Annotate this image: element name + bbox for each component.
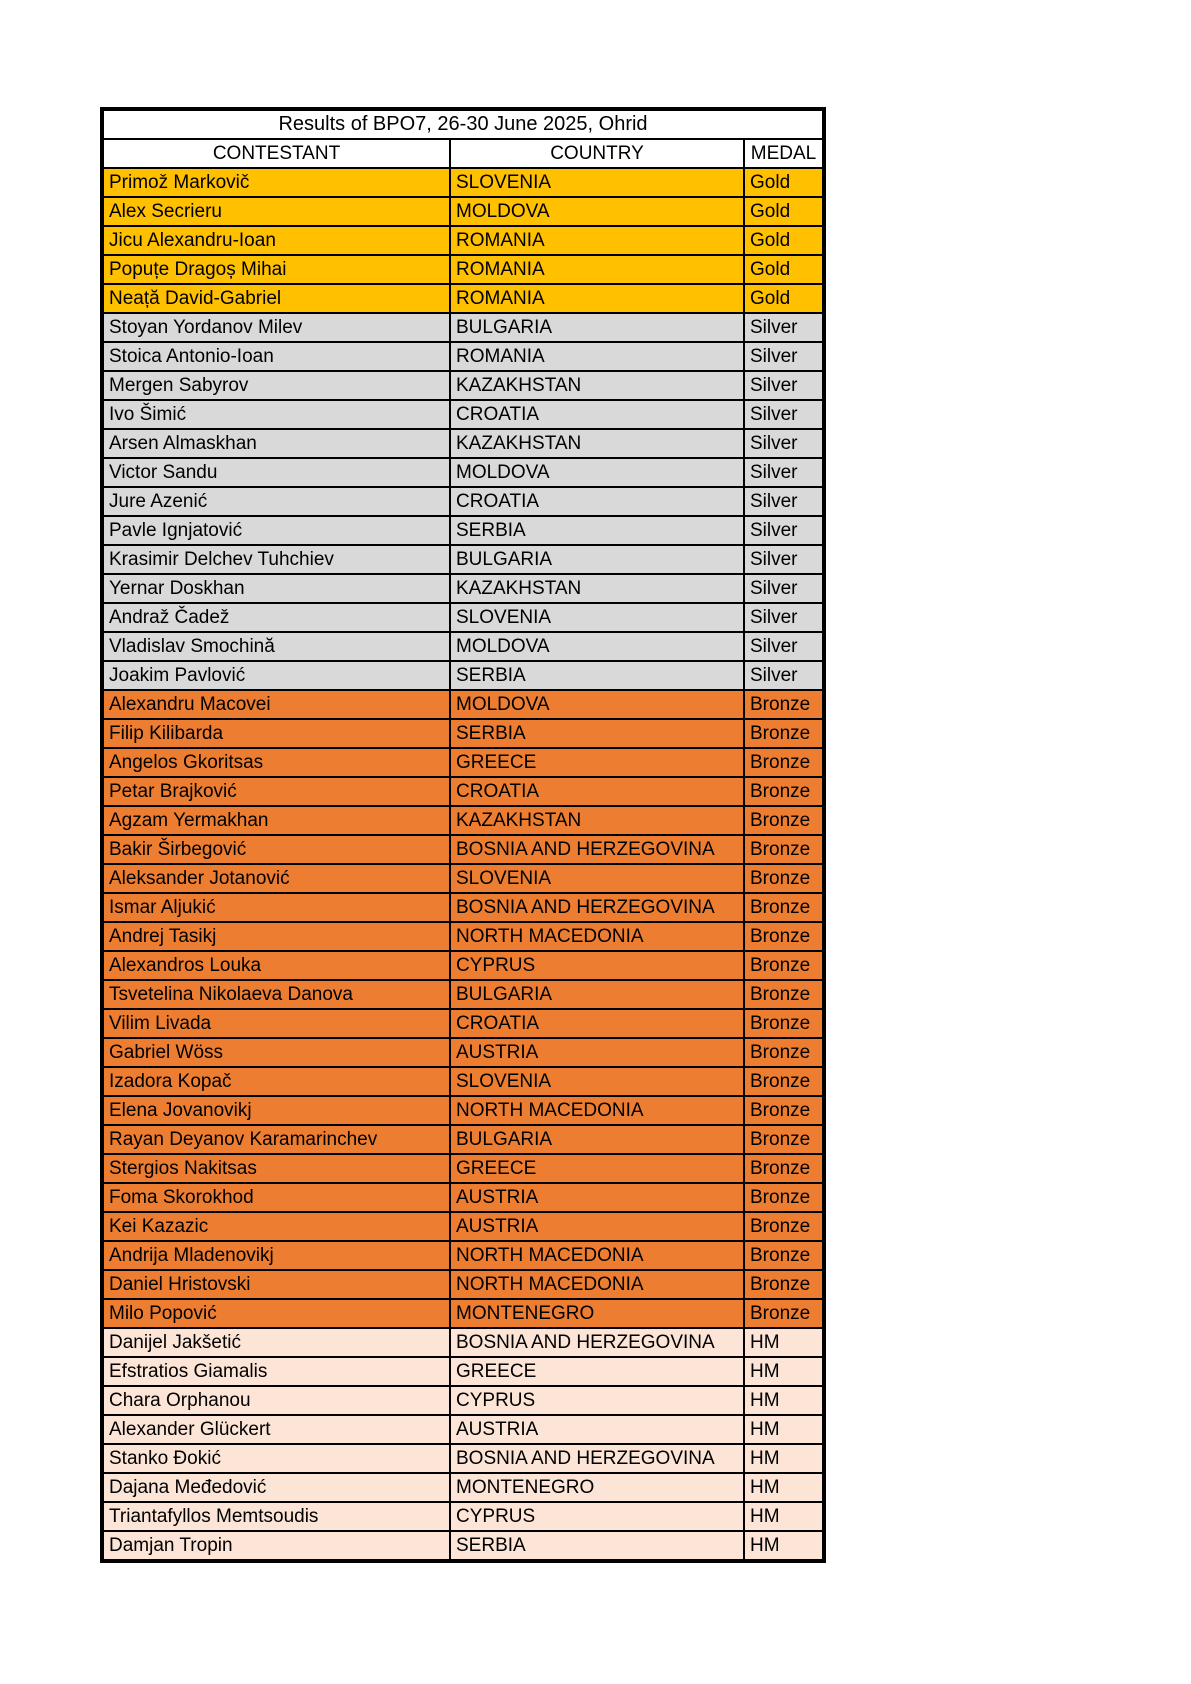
table-row — [102, 1096, 824, 1125]
cell-country: ROMANIA — [450, 226, 744, 255]
cell-medal: Bronze — [744, 1183, 824, 1212]
cell-country: GREECE — [450, 748, 744, 777]
table-row — [102, 1415, 824, 1444]
cell-country: CYPRUS — [450, 1386, 744, 1415]
cell-country: SLOVENIA — [450, 603, 744, 632]
table-row — [102, 835, 824, 864]
cell-country: MOLDOVA — [450, 197, 744, 226]
table-row — [102, 1125, 824, 1154]
table-row — [102, 400, 824, 429]
cell-contestant: Jicu Alexandru-Ioan — [102, 226, 450, 255]
cell-contestant: Andrej Tasikj — [102, 922, 450, 951]
cell-contestant: Arsen Almaskhan — [102, 429, 450, 458]
table-row — [102, 1473, 824, 1502]
cell-country: SLOVENIA — [450, 168, 744, 197]
cell-medal: Silver — [744, 487, 824, 516]
cell-contestant: Yernar Doskhan — [102, 574, 450, 603]
table-row — [102, 632, 824, 661]
cell-contestant: Mergen Sabyrov — [102, 371, 450, 400]
cell-contestant: Agzam Yermakhan — [102, 806, 450, 835]
cell-medal: Gold — [744, 255, 824, 284]
cell-country: CROATIA — [450, 400, 744, 429]
cell-contestant: Daniel Hristovski — [102, 1270, 450, 1299]
cell-medal: Silver — [744, 342, 824, 371]
cell-contestant: Krasimir Delchev Tuhchiev — [102, 545, 450, 574]
cell-country: KAZAKHSTAN — [450, 429, 744, 458]
cell-medal: Silver — [744, 400, 824, 429]
cell-medal: Silver — [744, 661, 824, 690]
cell-contestant: Triantafyllos Memtsoudis — [102, 1502, 450, 1531]
cell-country: BULGARIA — [450, 313, 744, 342]
cell-medal: Bronze — [744, 1241, 824, 1270]
cell-country: AUSTRIA — [450, 1183, 744, 1212]
cell-medal: Gold — [744, 168, 824, 197]
table-row — [102, 574, 824, 603]
table-row — [102, 458, 824, 487]
results-table — [100, 107, 826, 1563]
cell-country: AUSTRIA — [450, 1415, 744, 1444]
cell-country: NORTH MACEDONIA — [450, 1270, 744, 1299]
cell-country: BOSNIA AND HERZEGOVINA — [450, 1444, 744, 1473]
cell-contestant: Elena Jovanovikj — [102, 1096, 450, 1125]
cell-contestant: Foma Skorokhod — [102, 1183, 450, 1212]
table-row — [102, 951, 824, 980]
cell-contestant: Jure Azenić — [102, 487, 450, 516]
table-row — [102, 661, 824, 690]
cell-country: MOLDOVA — [450, 458, 744, 487]
cell-contestant: Alexandros Louka — [102, 951, 450, 980]
cell-country: BULGARIA — [450, 1125, 744, 1154]
cell-medal: Silver — [744, 313, 824, 342]
cell-contestant: Primož Markovič — [102, 168, 450, 197]
cell-contestant: Andrija Mladenovikj — [102, 1241, 450, 1270]
table-row — [102, 371, 824, 400]
cell-country: MONTENEGRO — [450, 1299, 744, 1328]
table-row — [102, 487, 824, 516]
table-row — [102, 342, 824, 371]
cell-medal: Bronze — [744, 1096, 824, 1125]
cell-medal: HM — [744, 1386, 824, 1415]
table-row — [102, 255, 824, 284]
table-row — [102, 893, 824, 922]
cell-medal: HM — [744, 1502, 824, 1531]
cell-country: SLOVENIA — [450, 1067, 744, 1096]
table-row — [102, 748, 824, 777]
cell-contestant: Petar Brajković — [102, 777, 450, 806]
column-header-medal: MEDAL — [744, 139, 824, 168]
cell-country: AUSTRIA — [450, 1212, 744, 1241]
cell-contestant: Damjan Tropin — [102, 1531, 450, 1561]
table-row — [102, 226, 824, 255]
cell-contestant: Milo Popović — [102, 1299, 450, 1328]
cell-country: KAZAKHSTAN — [450, 574, 744, 603]
cell-medal: Bronze — [744, 922, 824, 951]
cell-medal: Bronze — [744, 835, 824, 864]
cell-contestant: Alexander Glückert — [102, 1415, 450, 1444]
cell-medal: Bronze — [744, 777, 824, 806]
cell-medal: Bronze — [744, 864, 824, 893]
cell-contestant: Danijel Jakšetić — [102, 1328, 450, 1357]
cell-medal: Bronze — [744, 1154, 824, 1183]
cell-medal: Bronze — [744, 951, 824, 980]
cell-country: BOSNIA AND HERZEGOVINA — [450, 1328, 744, 1357]
cell-medal: Gold — [744, 284, 824, 313]
table-row — [102, 690, 824, 719]
cell-country: MOLDOVA — [450, 690, 744, 719]
table-row — [102, 197, 824, 226]
table-row — [102, 1531, 824, 1561]
table-row — [102, 777, 824, 806]
cell-medal: Silver — [744, 545, 824, 574]
cell-contestant: Pavle Ignjatović — [102, 516, 450, 545]
cell-contestant: Stoyan Yordanov Milev — [102, 313, 450, 342]
table-row — [102, 168, 824, 197]
cell-country: ROMANIA — [450, 284, 744, 313]
table-row — [102, 1386, 824, 1415]
cell-contestant: Stoica Antonio-Ioan — [102, 342, 450, 371]
cell-contestant: Neață David-Gabriel — [102, 284, 450, 313]
cell-contestant: Alex Secrieru — [102, 197, 450, 226]
cell-medal: Silver — [744, 516, 824, 545]
results-sheet — [100, 107, 826, 1563]
cell-contestant: Vilim Livada — [102, 1009, 450, 1038]
cell-medal: HM — [744, 1357, 824, 1386]
table-row — [102, 1009, 824, 1038]
cell-country: CYPRUS — [450, 951, 744, 980]
cell-contestant: Bakir Širbegović — [102, 835, 450, 864]
cell-medal: Bronze — [744, 893, 824, 922]
cell-country: CROATIA — [450, 487, 744, 516]
cell-contestant: Gabriel Wöss — [102, 1038, 450, 1067]
cell-contestant: Izadora Kopač — [102, 1067, 450, 1096]
cell-medal: Bronze — [744, 748, 824, 777]
table-row — [102, 1299, 824, 1328]
cell-medal: Gold — [744, 226, 824, 255]
cell-country: BULGARIA — [450, 545, 744, 574]
cell-country: GREECE — [450, 1154, 744, 1183]
cell-country: BOSNIA AND HERZEGOVINA — [450, 835, 744, 864]
cell-contestant: Vladislav Smochină — [102, 632, 450, 661]
header-row — [102, 139, 824, 168]
cell-country: KAZAKHSTAN — [450, 806, 744, 835]
cell-medal: Bronze — [744, 1009, 824, 1038]
cell-contestant: Dajana Međedović — [102, 1473, 450, 1502]
cell-country: BULGARIA — [450, 980, 744, 1009]
cell-country: SERBIA — [450, 1531, 744, 1561]
cell-medal: HM — [744, 1444, 824, 1473]
cell-country: SERBIA — [450, 516, 744, 545]
title-row — [102, 109, 824, 139]
table-row — [102, 1328, 824, 1357]
cell-contestant: Angelos Gkoritsas — [102, 748, 450, 777]
table-row — [102, 980, 824, 1009]
cell-country: GREECE — [450, 1357, 744, 1386]
cell-medal: Silver — [744, 574, 824, 603]
cell-contestant: Ismar Aljukić — [102, 893, 450, 922]
cell-medal: Bronze — [744, 690, 824, 719]
cell-medal: HM — [744, 1415, 824, 1444]
cell-contestant: Tsvetelina Nikolaeva Danova — [102, 980, 450, 1009]
column-header-country: COUNTRY — [450, 139, 744, 168]
cell-medal: Bronze — [744, 806, 824, 835]
cell-country: NORTH MACEDONIA — [450, 1241, 744, 1270]
cell-country: CROATIA — [450, 777, 744, 806]
table-row — [102, 284, 824, 313]
table-row — [102, 864, 824, 893]
cell-contestant: Andraž Čadež — [102, 603, 450, 632]
cell-medal: Bronze — [744, 1212, 824, 1241]
cell-country: BOSNIA AND HERZEGOVINA — [450, 893, 744, 922]
cell-country: SERBIA — [450, 719, 744, 748]
table-row — [102, 429, 824, 458]
cell-contestant: Filip Kilibarda — [102, 719, 450, 748]
table-row — [102, 719, 824, 748]
cell-medal: HM — [744, 1531, 824, 1561]
table-row — [102, 313, 824, 342]
cell-country: CYPRUS — [450, 1502, 744, 1531]
cell-contestant: Rayan Deyanov Karamarinchev — [102, 1125, 450, 1154]
cell-contestant: Victor Sandu — [102, 458, 450, 487]
cell-country: ROMANIA — [450, 342, 744, 371]
table-row — [102, 1502, 824, 1531]
cell-medal: Bronze — [744, 1125, 824, 1154]
table-row — [102, 1444, 824, 1473]
cell-medal: Gold — [744, 197, 824, 226]
cell-country: NORTH MACEDONIA — [450, 1096, 744, 1125]
cell-medal: Bronze — [744, 1299, 824, 1328]
table-row — [102, 603, 824, 632]
cell-medal: HM — [744, 1473, 824, 1502]
table-row — [102, 1183, 824, 1212]
table-row — [102, 806, 824, 835]
cell-country: NORTH MACEDONIA — [450, 922, 744, 951]
cell-medal: Bronze — [744, 1038, 824, 1067]
cell-medal: Bronze — [744, 980, 824, 1009]
cell-contestant: Stergios Nakitsas — [102, 1154, 450, 1183]
table-row — [102, 1067, 824, 1096]
cell-contestant: Joakim Pavlović — [102, 661, 450, 690]
table-row — [102, 516, 824, 545]
cell-medal: Bronze — [744, 1270, 824, 1299]
cell-contestant: Alexandru Macovei — [102, 690, 450, 719]
table-row — [102, 1357, 824, 1386]
cell-contestant: Stanko Đokić — [102, 1444, 450, 1473]
results-body — [102, 168, 824, 1561]
cell-medal: Silver — [744, 429, 824, 458]
table-row — [102, 1241, 824, 1270]
cell-contestant: Chara Orphanou — [102, 1386, 450, 1415]
page-title: Results of BPO7, 26-30 June 2025, Ohrid — [102, 109, 824, 139]
cell-country: AUSTRIA — [450, 1038, 744, 1067]
cell-medal: Silver — [744, 371, 824, 400]
table-row — [102, 922, 824, 951]
cell-medal: Bronze — [744, 1067, 824, 1096]
cell-contestant: Popuțe Dragoș Mihai — [102, 255, 450, 284]
table-row — [102, 545, 824, 574]
table-row — [102, 1270, 824, 1299]
cell-country: CROATIA — [450, 1009, 744, 1038]
cell-medal: Silver — [744, 632, 824, 661]
table-row — [102, 1212, 824, 1241]
table-row — [102, 1038, 824, 1067]
column-header-contestant: CONTESTANT — [102, 139, 450, 168]
cell-country: MOLDOVA — [450, 632, 744, 661]
table-row — [102, 1154, 824, 1183]
cell-medal: Silver — [744, 603, 824, 632]
cell-contestant: Efstratios Giamalis — [102, 1357, 450, 1386]
cell-country: SERBIA — [450, 661, 744, 690]
cell-contestant: Ivo Šimić — [102, 400, 450, 429]
cell-medal: Silver — [744, 458, 824, 487]
cell-medal: Bronze — [744, 719, 824, 748]
cell-contestant: Kei Kazazic — [102, 1212, 450, 1241]
cell-medal: HM — [744, 1328, 824, 1357]
cell-contestant: Aleksander Jotanović — [102, 864, 450, 893]
cell-country: ROMANIA — [450, 255, 744, 284]
cell-country: SLOVENIA — [450, 864, 744, 893]
cell-country: KAZAKHSTAN — [450, 371, 744, 400]
cell-country: MONTENEGRO — [450, 1473, 744, 1502]
